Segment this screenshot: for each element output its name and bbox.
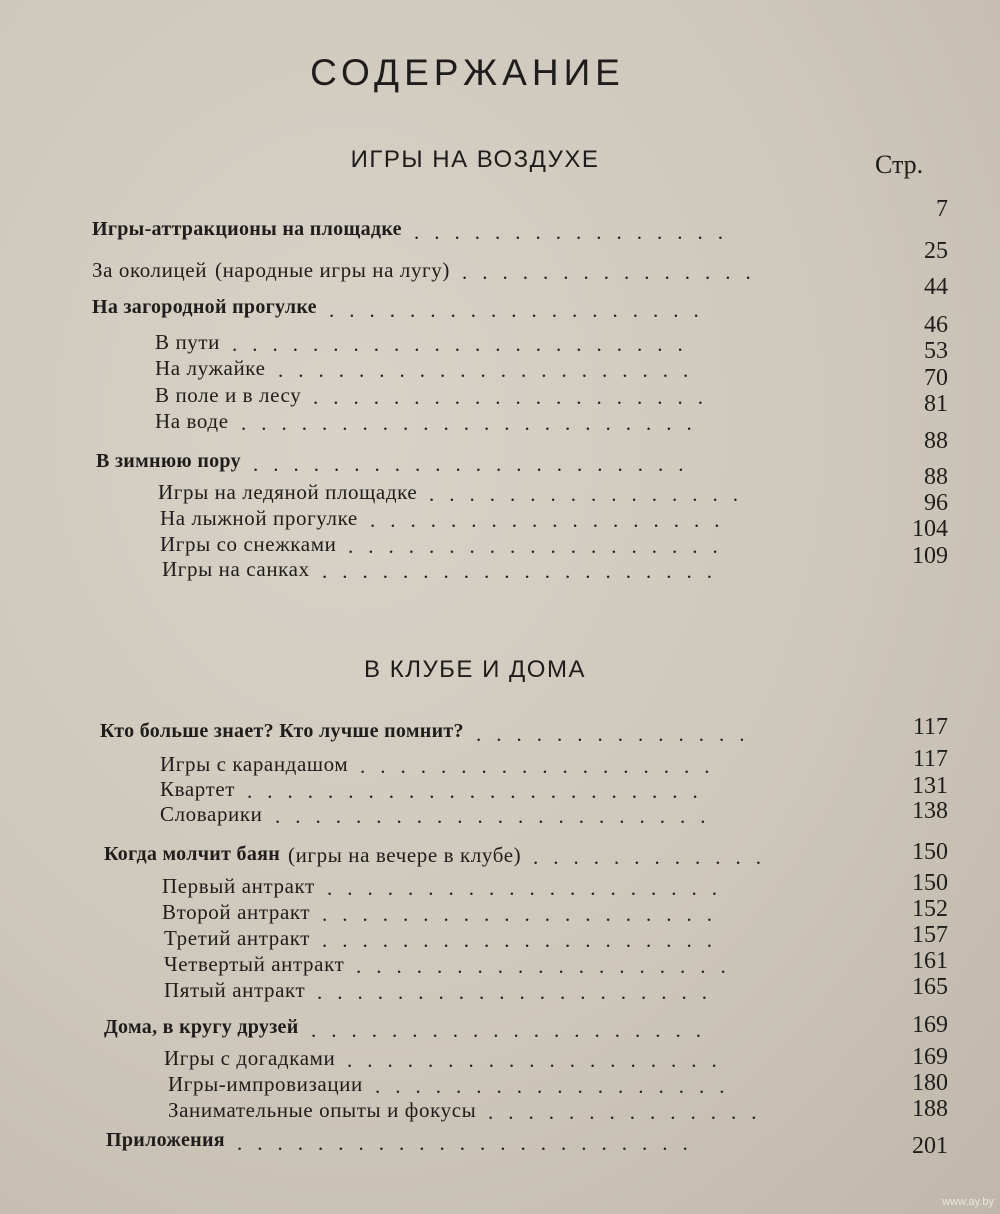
toc-entry-title: За околицей	[92, 258, 208, 282]
toc-page-number: 150	[912, 839, 948, 865]
leader-dots: .....................	[278, 358, 704, 382]
leader-dots: .......................	[232, 332, 698, 356]
toc-page-number: 138	[912, 798, 948, 824]
toc-page-number: 117	[912, 746, 948, 772]
toc-entry-title: Игры с догадками	[164, 1046, 336, 1070]
toc-entry-title: Игры-аттракционы на площадке	[92, 218, 402, 240]
toc-entry-title: В поле и в лесу	[155, 383, 302, 407]
leader-dots: .......................	[241, 411, 707, 435]
toc-page-number: 104	[912, 516, 948, 542]
leader-dots: ..............	[476, 722, 760, 746]
toc-page-number: 53	[924, 338, 948, 364]
toc-entry-title: Игры на ледяной площадке	[158, 480, 418, 504]
toc-entry-title: Дома, в кругу друзей	[104, 1016, 299, 1038]
section-title-club: В КЛУБЕ И ДОМА	[364, 656, 586, 683]
toc-page-number: 131	[912, 773, 948, 799]
leader-dots: ..................	[360, 754, 725, 778]
toc-entry-title: Игры с карандашом	[160, 752, 349, 776]
toc-page-number: 81	[924, 391, 948, 417]
toc-page-number: 88	[924, 428, 948, 454]
leader-dots: ................	[429, 482, 753, 506]
leader-dots: ..................	[375, 1074, 740, 1098]
leader-dots: ...................	[348, 534, 733, 558]
leader-dots: ............	[533, 845, 776, 869]
toc-page-number: 150	[912, 870, 948, 896]
toc-entry-title: Пятый антракт	[164, 978, 306, 1002]
toc-page-number: 165	[912, 974, 948, 1000]
toc-entry-title: Игры со снежками	[160, 532, 337, 556]
toc-entry-title: В пути	[155, 330, 221, 354]
toc-page-number: 46	[924, 312, 948, 338]
toc-entry-note: (народные игры на лугу)	[215, 258, 450, 282]
toc-page-number: 70	[924, 365, 948, 391]
toc-page-number: 161	[912, 948, 948, 974]
leader-dots: ...................	[347, 1048, 732, 1072]
toc-entry-note: (игры на вечере в клубе)	[288, 843, 522, 867]
toc-page-number: 7	[936, 196, 948, 222]
page-title: СОДЕРЖАНИЕ	[310, 52, 625, 93]
watermark: www.ay.by	[942, 1196, 994, 1208]
toc-entry-title: На лужайке	[155, 356, 266, 380]
toc-page-number: 169	[912, 1044, 948, 1070]
toc-entry-title: В зимнюю пору	[96, 450, 241, 472]
toc-page-number: 180	[912, 1070, 948, 1096]
toc-page-number: 88	[924, 464, 948, 490]
leader-dots: ....................	[322, 902, 727, 926]
toc-page-number: 157	[912, 922, 948, 948]
leader-dots: ....................	[322, 559, 727, 583]
toc-entry-title: На воде	[155, 409, 229, 433]
toc-entry-title: Словарики	[160, 802, 263, 826]
toc-entry-title: Кто больше знает? Кто лучше помнит?	[100, 720, 464, 742]
toc-entry-title: Второй антракт	[162, 900, 311, 924]
toc-entry-title: Занимательные опыты и фокусы	[168, 1098, 477, 1122]
toc-entry-title: Четвертый антракт	[164, 952, 345, 976]
toc-page-number: 201	[912, 1133, 948, 1159]
leader-dots: ....................	[327, 876, 732, 900]
leader-dots: ..................	[370, 508, 735, 532]
toc-page-number: 117	[912, 714, 948, 740]
toc-entry-title: Приложения	[106, 1129, 225, 1151]
leader-dots: ...................	[329, 298, 714, 322]
section-title-outdoor: ИГРЫ НА ВОЗДУХЕ	[350, 146, 600, 173]
leader-dots: .......................	[247, 779, 713, 803]
leader-dots: ..............	[488, 1100, 772, 1124]
toc-entry-title: Игры-импровизации	[168, 1072, 363, 1096]
toc-entry-title: На лыжной прогулке	[160, 506, 358, 530]
toc-page-number: 152	[912, 896, 948, 922]
leader-dots: ....................	[313, 385, 718, 409]
toc-entry-title: Игры на санках	[162, 557, 310, 581]
toc-entry-title: На загородной прогулке	[92, 296, 317, 318]
leader-dots: ...................	[356, 954, 741, 978]
leader-dots: ......................	[253, 452, 699, 476]
leader-dots: ................	[414, 220, 738, 244]
toc-entry-title: Первый антракт	[162, 874, 315, 898]
leader-dots: ...............	[462, 260, 766, 284]
toc-page-number: 109	[912, 543, 948, 569]
toc-page-number: 96	[924, 490, 948, 516]
leader-dots: ....................	[322, 928, 727, 952]
toc-entry-title: Третий антракт	[164, 926, 311, 950]
page-column-label: Стр.	[875, 150, 924, 179]
toc-page-number: 169	[912, 1012, 948, 1038]
leader-dots: .......................	[237, 1131, 703, 1155]
toc-page-number: 44	[924, 274, 948, 300]
leader-dots: ......................	[275, 804, 721, 828]
toc-entry-title: Когда молчит баян	[104, 843, 281, 865]
toc-entry-title: Квартет	[160, 777, 236, 801]
toc-page-number: 25	[924, 238, 948, 264]
leader-dots: ....................	[311, 1018, 716, 1042]
toc-page-number: 188	[912, 1096, 948, 1122]
leader-dots: ....................	[317, 980, 722, 1004]
